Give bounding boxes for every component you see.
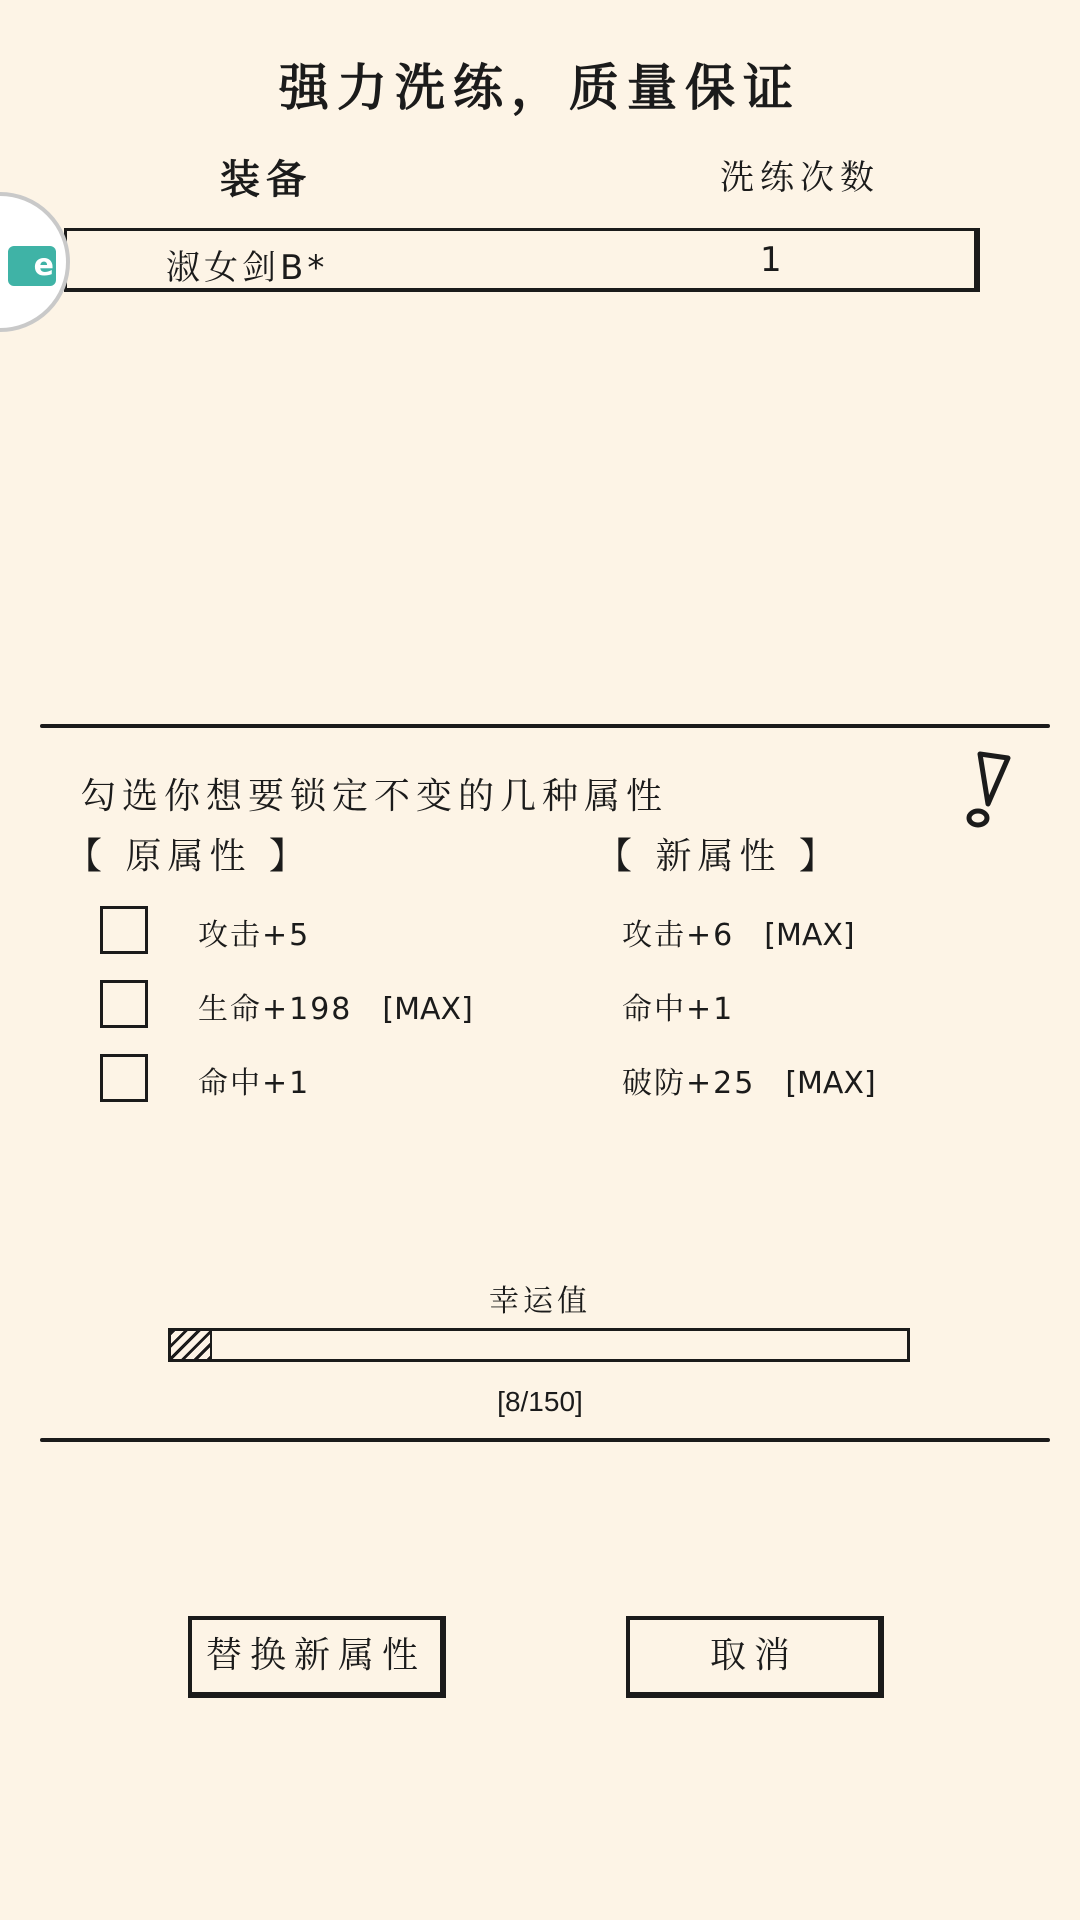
new-attribute-row: [622, 910, 855, 954]
section-divider-top: [40, 724, 1050, 728]
cancel-button[interactable]: 取消: [626, 1616, 884, 1698]
assistant-logo-icon: e: [8, 246, 56, 286]
new-attribute-row: [622, 984, 764, 1028]
equipment-column-header: 装备: [220, 157, 312, 203]
attribute-text: 攻击+6: [622, 918, 735, 953]
lock-attributes-hint: 勾选你想要锁定不变的几种属性: [80, 776, 669, 817]
attribute-text: 破防+25: [622, 1066, 756, 1101]
original-attribute-row: [198, 984, 473, 1028]
attribute-text: 攻击+5: [198, 918, 311, 953]
exclamation-icon: [958, 748, 1018, 828]
lock-checkbox-attack[interactable]: [100, 906, 148, 954]
page-title: 强力洗练，质量保证: [279, 59, 801, 117]
attribute-text: 命中+1: [198, 1066, 311, 1101]
original-attributes-label: 【 原属性 】: [66, 836, 311, 877]
attribute-text: 生命+198: [198, 992, 353, 1027]
replace-attributes-button[interactable]: 替换新属性: [188, 1616, 446, 1698]
attribute-max-tag: [MAX]: [382, 992, 473, 1027]
original-attribute-row: [198, 910, 340, 954]
equipment-refine-count: 1: [760, 240, 782, 280]
lock-checkbox-hit[interactable]: [100, 1054, 148, 1102]
attribute-text: 命中+1: [622, 992, 735, 1027]
attribute-max-tag: [MAX]: [785, 1066, 876, 1101]
attribute-max-tag: [MAX]: [764, 918, 855, 953]
new-attribute-row: [622, 1058, 876, 1102]
original-attribute-row: [198, 1058, 340, 1102]
section-divider-bottom: [40, 1438, 1050, 1442]
luck-progress-fill: [171, 1331, 212, 1359]
luck-value-text: [8/150]: [497, 1386, 583, 1417]
new-attributes-label: 【 新属性 】: [596, 836, 841, 877]
equipment-name: 淑女剑B*: [166, 248, 329, 288]
luck-progress-bar: [168, 1328, 910, 1362]
luck-label: 幸运值: [489, 1284, 591, 1319]
refine-count-column-header: 洗练次数: [720, 158, 880, 198]
lock-checkbox-hp[interactable]: [100, 980, 148, 1028]
